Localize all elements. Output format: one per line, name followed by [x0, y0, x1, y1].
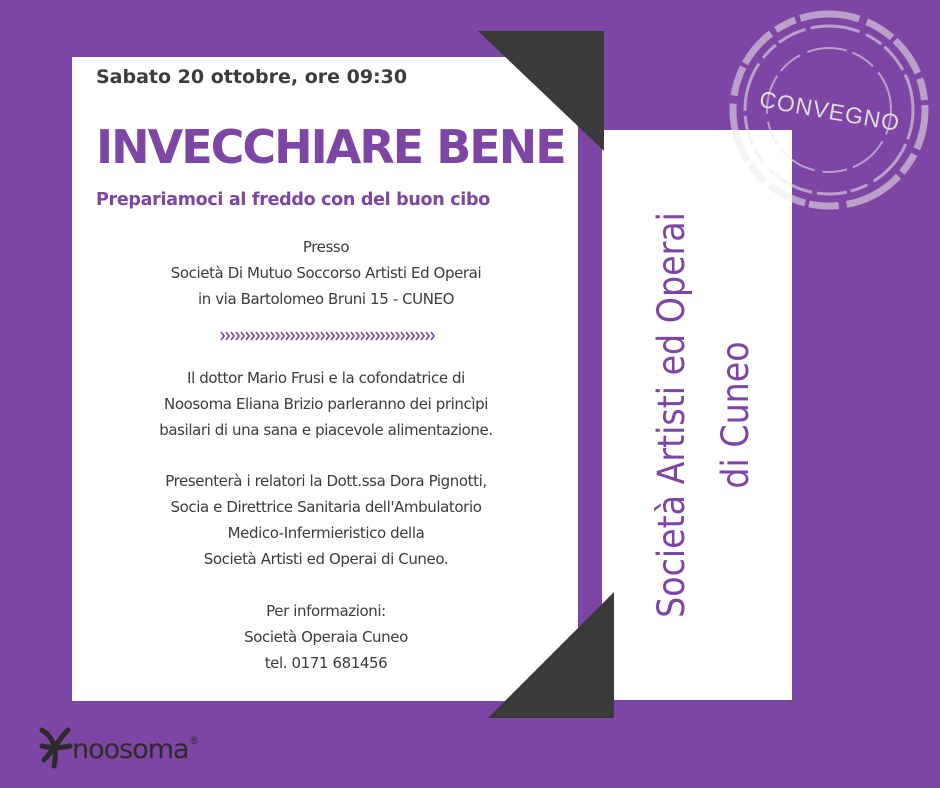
presenter-line: Medico-Infermieristico della [227, 524, 425, 542]
venue-block [96, 234, 556, 312]
side-title-line: Società Artisti ed Operai [650, 212, 693, 618]
event-title: INVECCHIARE BENE [96, 120, 565, 174]
info-line: Società Operaia Cuneo [244, 628, 408, 646]
convegno-stamp [726, 5, 932, 215]
speakers-line: Noosoma Eliana Brizio parleranno dei princìpi [164, 395, 488, 413]
venue-line: Presso [302, 238, 350, 256]
info-phone: tel. 0171 681456 [264, 654, 388, 672]
venue-line: Società Di Mutuo Soccorso Artisti Ed Operai [170, 264, 482, 282]
side-vertical-title [640, 150, 768, 680]
event-subtitle: Prepariamoci al freddo con del buon cibo [96, 190, 490, 210]
venue-line: in via Bartolomeo Bruni 15 - CUNEO [197, 290, 455, 308]
speakers-line: Il dottor Mario Frusi e la cofondatrice di [187, 369, 465, 387]
registered-mark: ® [188, 734, 199, 747]
noosoma-logo-text [72, 734, 199, 765]
event-date: Sabato 20 ottobre, ore 09:30 [96, 66, 408, 88]
stamp-label: CONVEGNO [757, 85, 903, 137]
presenter-block [96, 468, 556, 572]
speakers-block [96, 365, 556, 443]
info-block [96, 598, 556, 676]
logo-wordmark: noosoma [72, 734, 189, 765]
presenter-line: Presenterà i relatori la Dott.ssa Dora Pignotti, [165, 472, 487, 490]
speakers-line: basilari di una sana e piacevole alimentazione. [159, 421, 493, 439]
side-title-line: di Cuneo [714, 341, 757, 489]
info-line: Per informazioni: [266, 602, 386, 620]
chevron-divider [219, 330, 435, 342]
presenter-line: Socia e Direttrice Sanitaria dell'Ambulatorio [170, 498, 482, 516]
presenter-line: Società Artisti ed Operai di Cuneo. [203, 550, 449, 568]
